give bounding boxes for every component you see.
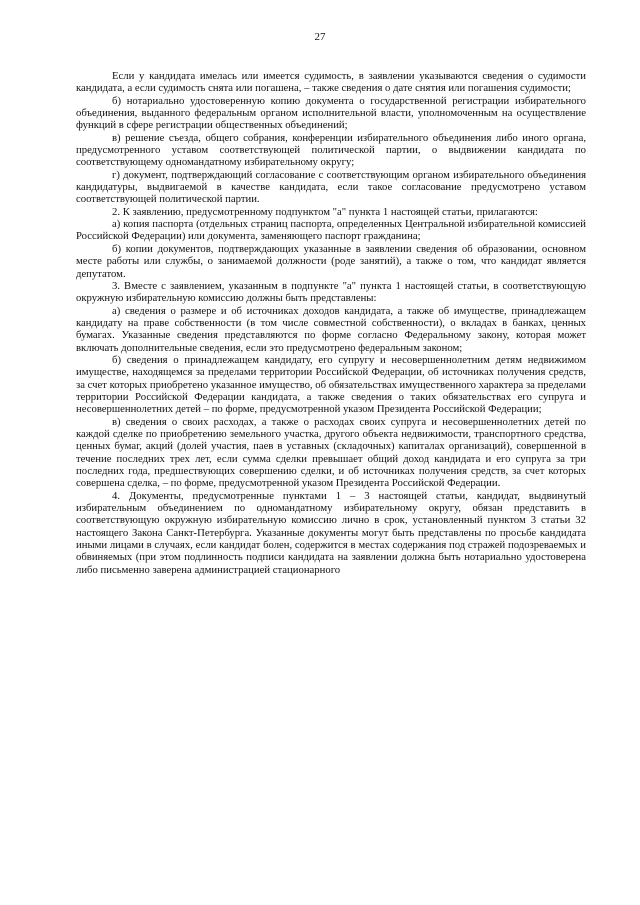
paragraph-1v: в) решение съезда, общего собрания, конференции избирательного объединения либо иного органа, предусмотренного уставом соответствующей политической партии, о выдвижении кандидата по соответствующему одномандатному избирательному округу; <box>76 131 586 169</box>
paragraph-2b: б) копии документов, подтверждающих указанные в заявлении сведения об образовании, основном месте работы или службы, о занимаемой должности (роде занятий), а также о том, что кандидат является депутатом. <box>76 242 586 280</box>
body-text <box>76 70 586 576</box>
paragraph-2: 2. К заявлению, предусмотренному подпунктом "а" пункта 1 настоящей статьи, прилагаются: <box>112 205 538 218</box>
paragraph-3v: в) сведения о своих расходах, а также о расходах своих супруга и несовершеннолетних детей по каждой сделке по приобретению земельного участка, другого объекта недвижимости, транспортного средства, ценных бумаг, акций (долей участия, паев в уставных (складочных) капиталах организаций), совершенной в течение последних трех лет, если сумма сделки превышает общий доход кандидата и его супруга за три последних года, предшествующих совершению сделки, и об источниках получения средств, за счет которых совершена сделка, – по форме, предусмотренной указом Президента Российской Федерации. <box>76 415 586 490</box>
paragraph-4: 4. Документы, предусмотренные пунктами 1 – 3 настоящей статьи, кандидат, выдвинутый избирательным объединением по одномандатному избирательному округу, обязан представить в соответствующую окружную избирательную комиссию лично в срок, установленный пунктом 3 статьи 32 настоящего Закона Санкт-Петербурга. Указанные документы могут быть представлены по просьбе кандидата иными лицами в случаях, если кандидат болен, содержится в местах содержания под стражей подозреваемых и обвиняемых (при этом подлинность подписи кандидата на заявлении должна быть нотариально удостоверена либо письменно заверена администрацией стационарного <box>76 489 586 576</box>
paragraph-1g: г) документ, подтверждающий согласование с соответствующим органом избирательного объединения кандидатуры, выдвигаемой в качестве кандидата, если такое согласование предусмотрено уставом соответствующей политической партии. <box>76 168 586 206</box>
paragraph-3: 3. Вместе с заявлением, указанным в подпункте "а" пункта 1 настоящей статьи, в соответствующую окружную избирательную комиссию должны быть представлены: <box>76 279 586 305</box>
paragraph-2a: а) копия паспорта (отдельных страниц паспорта, определенных Центральной избирательной комиссией Российской Федерации) или документа, заменяющего паспорт гражданина; <box>76 218 586 243</box>
paragraph-3a: а) сведения о размере и об источниках доходов кандидата, а также об имуществе, принадлежащем кандидату на праве собственности (в том числе совместной собственности), о вкладах в банках, ценных бумагах. Указанные сведения представляются по форме согласно Федеральному закону, которая может включать дополнительные сведения, если это предусмотрено федеральным законом; <box>76 304 586 354</box>
page-number: 27 <box>314 31 326 43</box>
paragraph-3b: б) сведения о принадлежащем кандидату, его супругу и несовершеннолетним детям недвижимом имуществе, находящемся за пределами территории Российской Федерации, об источниках получения средств, за счет которых приобретено указанное имущество, об обязательствах имущественного характера за пределами территории Российской Федерации кандидата, а также сведения о таких обязательствах его супруга и несовершеннолетних детей – по форме, предусмотренной указом Президента Российской Федерации; <box>76 353 586 416</box>
paragraph-1b: б) нотариально удостоверенную копию документа о государственной регистрации избирательного объединения, выданного федеральным органом исполнительной власти, уполномоченным на осуществление функций в сфере регистрации общественных объединений; <box>76 94 586 132</box>
paragraph-criminal-record: Если у кандидата имелась или имеется судимость, в заявлении указываются сведения о судимости кандидата, а если судимость снята или погашена, – также сведения о дате снятия или погашения судимости; <box>76 70 586 95</box>
